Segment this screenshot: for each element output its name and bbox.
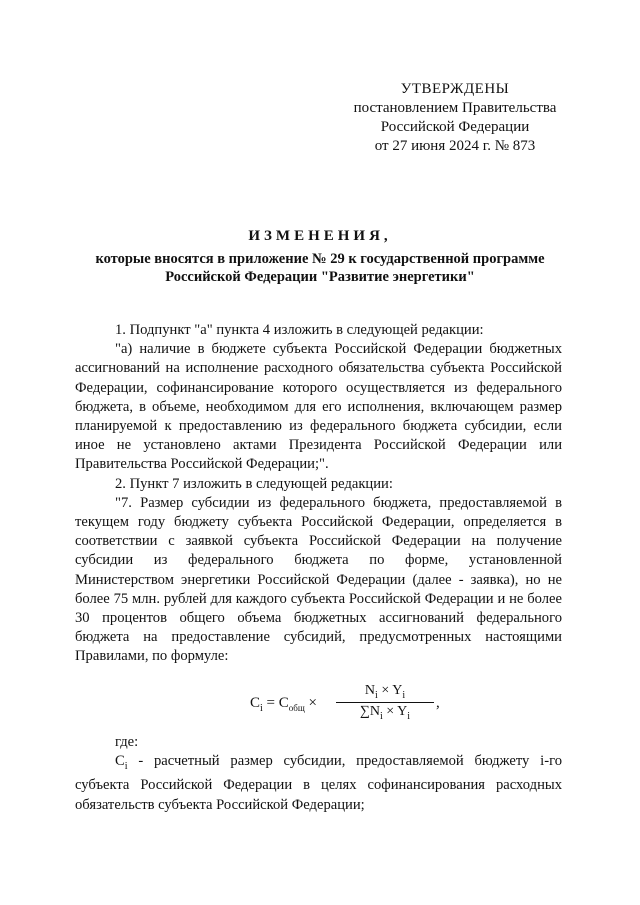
subsidy-formula — [250, 683, 440, 727]
paragraph-1: 1. Подпункт "а" пункта 4 изложить в следующей редакции: — [115, 322, 484, 338]
approval-line-2: Российской Федерации — [380, 119, 530, 135]
where-label: где: — [115, 734, 139, 750]
approval-block — [350, 80, 560, 156]
paragraph-4: "7. Размер субсидии из федерального бюджета, предоставляемой в текущем году бюджету субъекта Российской Федерации, определяется в соответствии с заявкой субъекта Российской Федерации на получение субсидии из федерального бюджета по форме, установленной Министерством энергетики Российской Федерации (далее - заявка), но не более 75 млн. рублей для каждого субъекта Российской Федерации и не более 30 процентов общего объема бюджетных ассигнований федерального бюджета на предоставление субсидий, предусмотренных настоящими Правилами, по формуле: — [75, 494, 562, 665]
formula-lhs: $C_i = C_{общ}$ × — [250, 695, 317, 714]
paragraph-3: 2. Пункт 7 изложить в следующей редакции: — [115, 475, 393, 492]
formula-denominator: $\sum N_i \times Y_i$ — [359, 704, 411, 722]
formula-numerator: $N_i \times Y_i$ — [336, 683, 434, 703]
paragraph-2: "а) наличие в бюджете субъекта Российской Федерации бюджетных ассигнований на исполнение расходного обязательства субъекта Российской Федерации, софинансирование которого осуществляется из федерального бюджета, в объеме, необходимом для его исполнения, включающем размер планируемой к предоставлению из федерального бюджета субсидии, если иное не установлено актами Президента Российской Федерации или Правительства Российской Федерации;". — [75, 341, 562, 473]
approval-line-1: постановлением Правительства — [353, 100, 557, 116]
subtitle-line-2: Российской Федерации "Развитие энергетики" — [165, 269, 475, 285]
formula-comma: , — [436, 695, 440, 711]
document-subtitle — [80, 250, 560, 286]
subtitle-line-1: которые вносятся в приложение № 29 к государственной программе — [95, 251, 545, 267]
definitions — [75, 733, 562, 815]
formula-fraction — [336, 683, 434, 722]
document-title: ИЗМЕНЕНИЯ, — [248, 228, 392, 244]
approval-line-3: от 27 июня 2024 г. № 873 — [374, 138, 536, 154]
document-body — [75, 321, 562, 667]
approval-heading: УТВЕРЖДЕНЫ — [400, 81, 510, 97]
definition-ci: $C_i$ - расчетный размер субсидии, предоставляемой бюджету i-го субъекта Российской Федерации в целях софинансирования расходных обязательств субъекта Российской Федерации; — [75, 753, 562, 813]
